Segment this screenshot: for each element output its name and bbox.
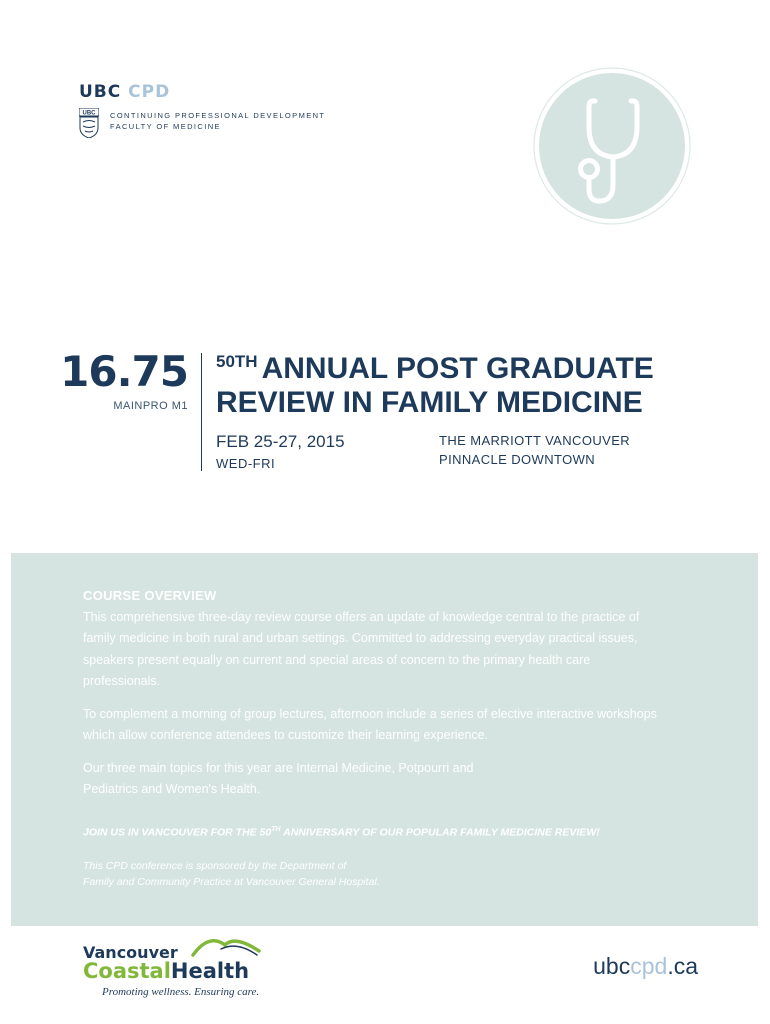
overview-heading: COURSE OVERVIEW [83,588,217,603]
ubc-crest-icon [79,108,99,138]
divider [201,353,202,471]
event-days: WED-FRI [216,456,276,471]
join-text-sup: TH [271,825,281,833]
overview-paragraph-3-line-2: Pediatrics and Women's Health. [83,782,261,796]
vch-coastal-health [83,959,249,983]
overview-paragraph-1: This comprehensive three-day review course offers an update of knowledge central to the practice of family medicine in both rural and urban settings. Committed to addressing everyday practical issues, speakers present equally on current and special areas of concern to the primary health care professionals. [83,609,640,688]
title-line-1: ANNUAL POST GRADUATE [261,352,654,385]
vch-coastal: Coastal [83,959,171,983]
svg-text:UBC: UBC [82,110,96,117]
course-overview-panel [11,553,758,926]
join-us-callout [83,819,663,844]
sponsor-note [83,858,663,890]
credits-block [60,347,188,412]
overview-paragraph-3 [83,758,663,801]
vch-health: Health [170,959,250,983]
join-text-pre: JOIN US IN VANCOUVER FOR THE 50 [83,826,272,838]
course-overview-content [83,585,663,890]
brand-wordmark [79,82,170,102]
vch-logo [83,931,258,1001]
join-text-post: ANNIVERSARY OF OUR POPULAR FAMILY MEDICINE REVIEW! [280,826,600,838]
website-url[interactable] [593,953,698,980]
brand-line-2: FACULTY OF MEDICINE [110,122,221,131]
title-superscript: 50TH [216,352,258,371]
event-title [216,352,654,420]
vch-tagline: Promoting wellness. Ensuring care. [102,986,260,998]
title-line-2: REVIEW IN FAMILY MEDICINE [216,386,643,419]
site-ubc: ubc [593,953,631,979]
credit-hours: 16.75 [60,347,188,396]
venue-line-1: THE MARRIOTT VANCOUVER [439,433,631,448]
brand-ubc: UBC [79,82,122,102]
brand-cpd: CPD [128,82,171,102]
venue-line-2: PINNACLE DOWNTOWN [439,452,596,467]
brand-line-1: CONTINUING PROFESSIONAL DEVELOPMENT [110,111,326,120]
sponsor-line-1: This CPD conference is sponsored by the Department of [83,859,347,872]
sponsor-line-2: Family and Community Practice at Vancouver General Hospital. [83,875,380,888]
vch-vancouver: Vancouver [83,943,178,962]
event-date: FEB 25-27, 2015 [216,432,345,451]
credit-type: MAINPRO M1 [113,400,188,412]
mountain-icon [191,931,261,959]
brand-subtitle [110,110,325,132]
overview-paragraph-3-line-1: Our three main topics for this year are Internal Medicine, Potpourri and [83,760,474,775]
site-cpd: cpd [630,953,668,979]
ubc-cpd-logo [79,82,326,131]
overview-paragraph-2: To complement a morning of group lectures, afternoon include a series of elective interactive workshops which allow conference attendees to customize their learning experience. [83,706,657,742]
site-tld: .ca [667,953,698,979]
stethoscope-icon [533,67,691,225]
